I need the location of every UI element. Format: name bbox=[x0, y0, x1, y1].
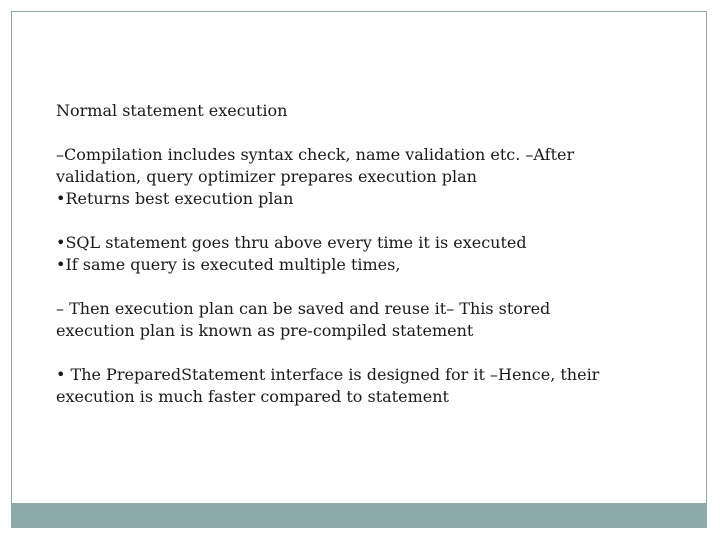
paragraph-1-line-3: •Returns best execution plan bbox=[56, 189, 294, 208]
paragraph-4-line-1: • The PreparedStatement interface is designed for it –Hence, their bbox=[56, 365, 600, 384]
paragraph-1-line-1: –Compilation includes syntax check, name validation etc. –After bbox=[56, 145, 575, 164]
paragraph-4-line-2: execution is much faster compared to statement bbox=[56, 387, 449, 406]
slide-frame bbox=[11, 11, 707, 528]
footer-bar bbox=[12, 503, 706, 527]
paragraph-3-line-1: – Then execution plan can be saved and reuse it– This stored bbox=[56, 299, 551, 318]
paragraph-3-line-2: execution plan is known as pre-compiled statement bbox=[56, 321, 474, 340]
spacer bbox=[56, 276, 656, 298]
paragraph-2-line-2: •If same query is executed multiple times, bbox=[56, 255, 401, 274]
paragraph-1-line-2: validation, query optimizer prepares execution plan bbox=[56, 167, 477, 186]
spacer bbox=[56, 210, 656, 232]
spacer bbox=[56, 342, 656, 364]
slide-heading: Normal statement execution bbox=[56, 101, 288, 120]
paragraph-2-line-1: •SQL statement goes thru above every time it is executed bbox=[56, 233, 527, 252]
spacer bbox=[56, 122, 656, 144]
slide-content bbox=[56, 100, 656, 408]
